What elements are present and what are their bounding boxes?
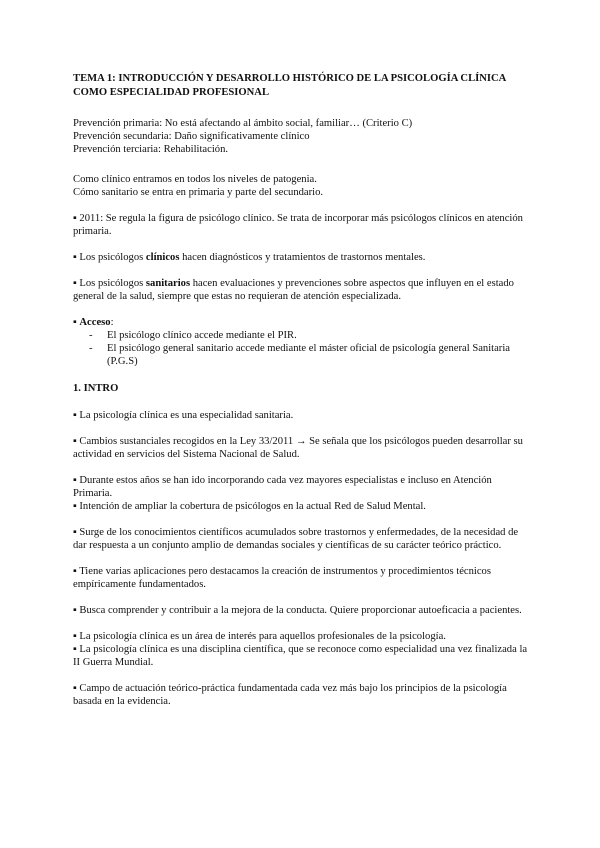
dash-marker: -: [89, 343, 93, 354]
acceso-heading: [73, 316, 533, 329]
acceso-list: [73, 329, 533, 368]
acceso-item-pgs: El psicólogo general sanitario accede mediante el máster oficial de psicología general Sanitaria (P.G.S): [107, 343, 510, 367]
acceso-pre: ▪: [73, 317, 80, 328]
acceso-item-pir: El psicólogo clínico accede mediante el PIR.: [107, 330, 297, 341]
document-body: [73, 72, 533, 721]
intro-paragraph: ▪ Surge de los conocimientos científicos acumulados sobre trastornos y enfermedades, de la necesidad de dar respuesta a un conjunto amplio de demandas sociales y científicas de su carácter teórico práctico.: [73, 527, 519, 551]
paragraph-2011: ▪ 2011: Se regula la figura de psicólogo clínico. Se trata de incorporar más psicólogos clínicos en atención primaria.: [73, 213, 523, 237]
levels-sanitary: Cómo sanitario se entra en primaria y parte del secundario.: [73, 187, 324, 198]
intro-paragraph: ▪ La psicología clínica es un área de interés para aquellos profesionales de la psicología.: [73, 631, 446, 642]
intro-paragraph: ▪ La psicología clínica es una disciplina científica, que se reconoce como especialidad una vez finalizada la II Guerra Mundial.: [73, 644, 528, 668]
intro-paragraph: ▪ Durante estos años se han ido incorporando cada vez mayores especialistas e incluso en Atención Primaria.: [73, 475, 492, 499]
prevention-primary: Prevención primaria: No está afectando al ámbito social, familiar… (Criterio C): [73, 118, 413, 129]
paragraph-sanitarios: [73, 277, 533, 303]
intro-paragraph: ▪ Campo de actuación teórico-práctica fundamentada cada vez más bajo los principios de la psicología basada en la evidencia.: [73, 683, 507, 707]
levels-clinical: Como clínico entramos en todos los niveles de patogenia.: [73, 174, 317, 185]
prevention-tertiary: Prevención terciaria: Rehabilitación.: [73, 144, 229, 155]
document-title: TEMA 1: INTRODUCCIÓN Y DESARROLLO HISTÓRICO DE LA PSICOLOGÍA CLÍNICA COMO ESPECIALIDAD PROFESIONAL: [73, 73, 506, 98]
intro-paragraph-group: [73, 630, 533, 669]
list-item: [73, 342, 533, 368]
clinicos-bold: clínicos: [145, 252, 180, 263]
levels-block: [73, 173, 533, 199]
intro-paragraph: ▪ Busca comprender y contribuir a la mejora de la conducta. Quiere proporcionar autoeficacia a pacientes.: [73, 605, 522, 616]
intro-paragraph-group: [73, 474, 533, 513]
intro-paragraph: ▪ La psicología clínica es una especialidad sanitaria.: [73, 410, 294, 421]
acceso-post: :: [110, 317, 114, 328]
acceso-bold: Acceso: [79, 317, 111, 328]
sanitarios-post: hacen evaluaciones y prevenciones sobre aspectos que influyen en el estado general de la salud, siempre que estas no requieran de atención especializada.: [73, 278, 514, 302]
sanitarios-pre: ▪ Los psicólogos: [73, 278, 146, 289]
intro-paragraph: ▪ Intención de ampliar la cobertura de psicólogos en la actual Red de Salud Mental.: [73, 501, 426, 512]
paragraph-clinicos: [73, 251, 533, 264]
list-item: [73, 329, 533, 342]
intro-paragraph: ▪ Tiene varias aplicaciones pero destacamos la creación de instrumentos y procedimientos técnicos empíricamente fundamentados.: [73, 566, 491, 590]
clinicos-pre: ▪ Los psicólogos: [73, 252, 146, 263]
dash-marker: -: [89, 330, 93, 341]
intro-paragraph: ▪ Cambios sustanciales recogidos en la Ley 33/2011 → Se señala que los psicólogos pueden desarrollar su actividad en servicios del Sistema Nacional de Salud.: [73, 436, 523, 460]
acceso-block: [73, 316, 533, 368]
clinicos-post: hacen diagnósticos y tratamientos de trastornos mentales.: [179, 252, 426, 263]
prevention-block: [73, 117, 533, 156]
sanitarios-bold: sanitarios: [145, 278, 191, 289]
section-heading-intro: 1. INTRO: [73, 383, 119, 394]
prevention-secondary: Prevención secundaria: Daño significativamente clínico: [73, 131, 310, 142]
